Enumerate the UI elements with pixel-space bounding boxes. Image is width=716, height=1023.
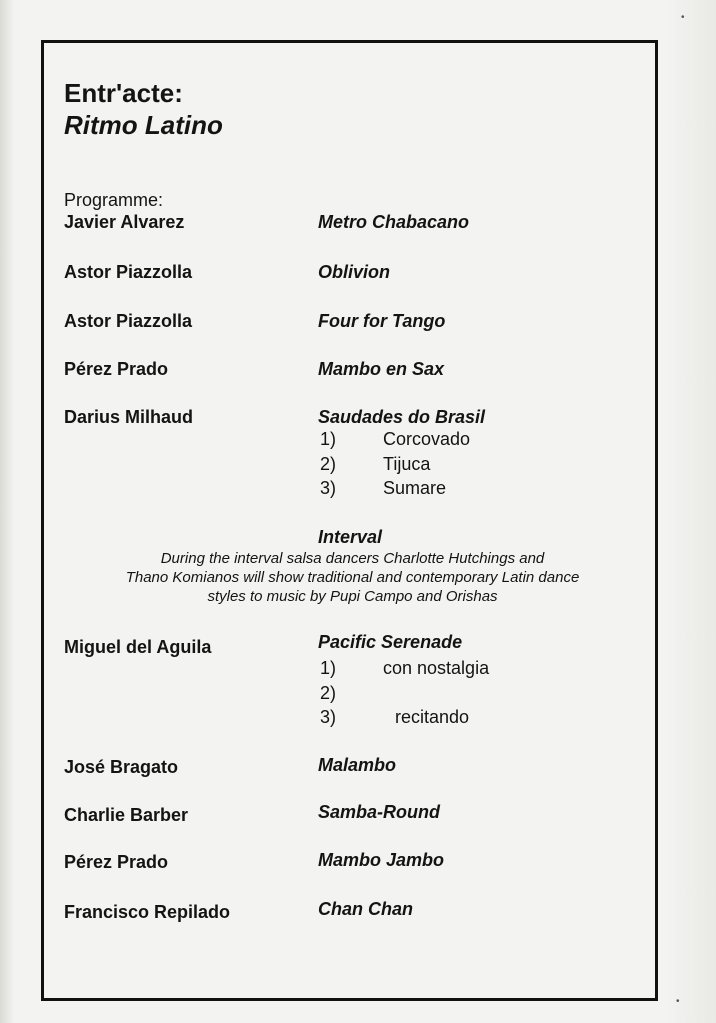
work-title: Pacific Serenade bbox=[318, 632, 463, 652]
composer-name: Astor Piazzolla bbox=[64, 311, 193, 331]
work-title: Mambo en Sax bbox=[318, 359, 445, 379]
work-title: Metro Chabacano bbox=[318, 212, 470, 232]
page-shadow-right bbox=[666, 0, 716, 1023]
interval-note-line: Thano Komianos will show traditional and contemporary Latin dance bbox=[125, 569, 580, 586]
movement-number: 3) bbox=[320, 478, 337, 498]
interval-note bbox=[64, 549, 641, 606]
work-title: Oblivion bbox=[318, 262, 390, 282]
work-title: Saudades do Brasil bbox=[318, 407, 486, 427]
page-shadow-left bbox=[0, 0, 14, 1023]
movement-number: 3) bbox=[320, 707, 337, 727]
movement-title: recitando bbox=[395, 707, 470, 727]
work-title: Samba-Round bbox=[318, 802, 441, 822]
work-title: Malambo bbox=[318, 755, 397, 775]
composer-name: Astor Piazzolla bbox=[64, 262, 193, 282]
movement-number: 1) bbox=[320, 429, 337, 449]
interval-note-line: During the interval salsa dancers Charlotte Hutchings and bbox=[160, 550, 545, 567]
movement-number: 2) bbox=[320, 683, 337, 703]
paper-speck: • bbox=[676, 996, 680, 1007]
movement-number: 2) bbox=[320, 454, 337, 474]
composer-name: Pérez Prado bbox=[64, 359, 169, 379]
movement-title: Sumare bbox=[383, 478, 447, 498]
composer-name: Charlie Barber bbox=[64, 805, 189, 825]
composer-name: Javier Alvarez bbox=[64, 212, 185, 232]
movement-number: 1) bbox=[320, 658, 337, 678]
programme-subtitle: Ritmo Latino bbox=[64, 110, 223, 140]
work-title: Four for Tango bbox=[318, 311, 446, 331]
programme-label: Programme: bbox=[64, 190, 164, 210]
movement-title: con nostalgia bbox=[383, 658, 490, 678]
composer-name: José Bragato bbox=[64, 757, 179, 777]
programme-title: Entr'acte: bbox=[64, 78, 183, 108]
work-title: Chan Chan bbox=[318, 899, 414, 919]
composer-name: Francisco Repilado bbox=[64, 902, 231, 922]
interval-heading: Interval bbox=[318, 527, 383, 547]
movement-title: Corcovado bbox=[383, 429, 471, 449]
work-title: Mambo Jambo bbox=[318, 850, 445, 870]
composer-name: Miguel del Aguila bbox=[64, 637, 212, 657]
composer-name: Darius Milhaud bbox=[64, 407, 194, 427]
interval-note-line: styles to music by Pupi Campo and Orishas bbox=[207, 588, 498, 605]
movement-title: Tijuca bbox=[383, 454, 431, 474]
paper-speck: • bbox=[681, 12, 685, 23]
composer-name: Pérez Prado bbox=[64, 852, 169, 872]
